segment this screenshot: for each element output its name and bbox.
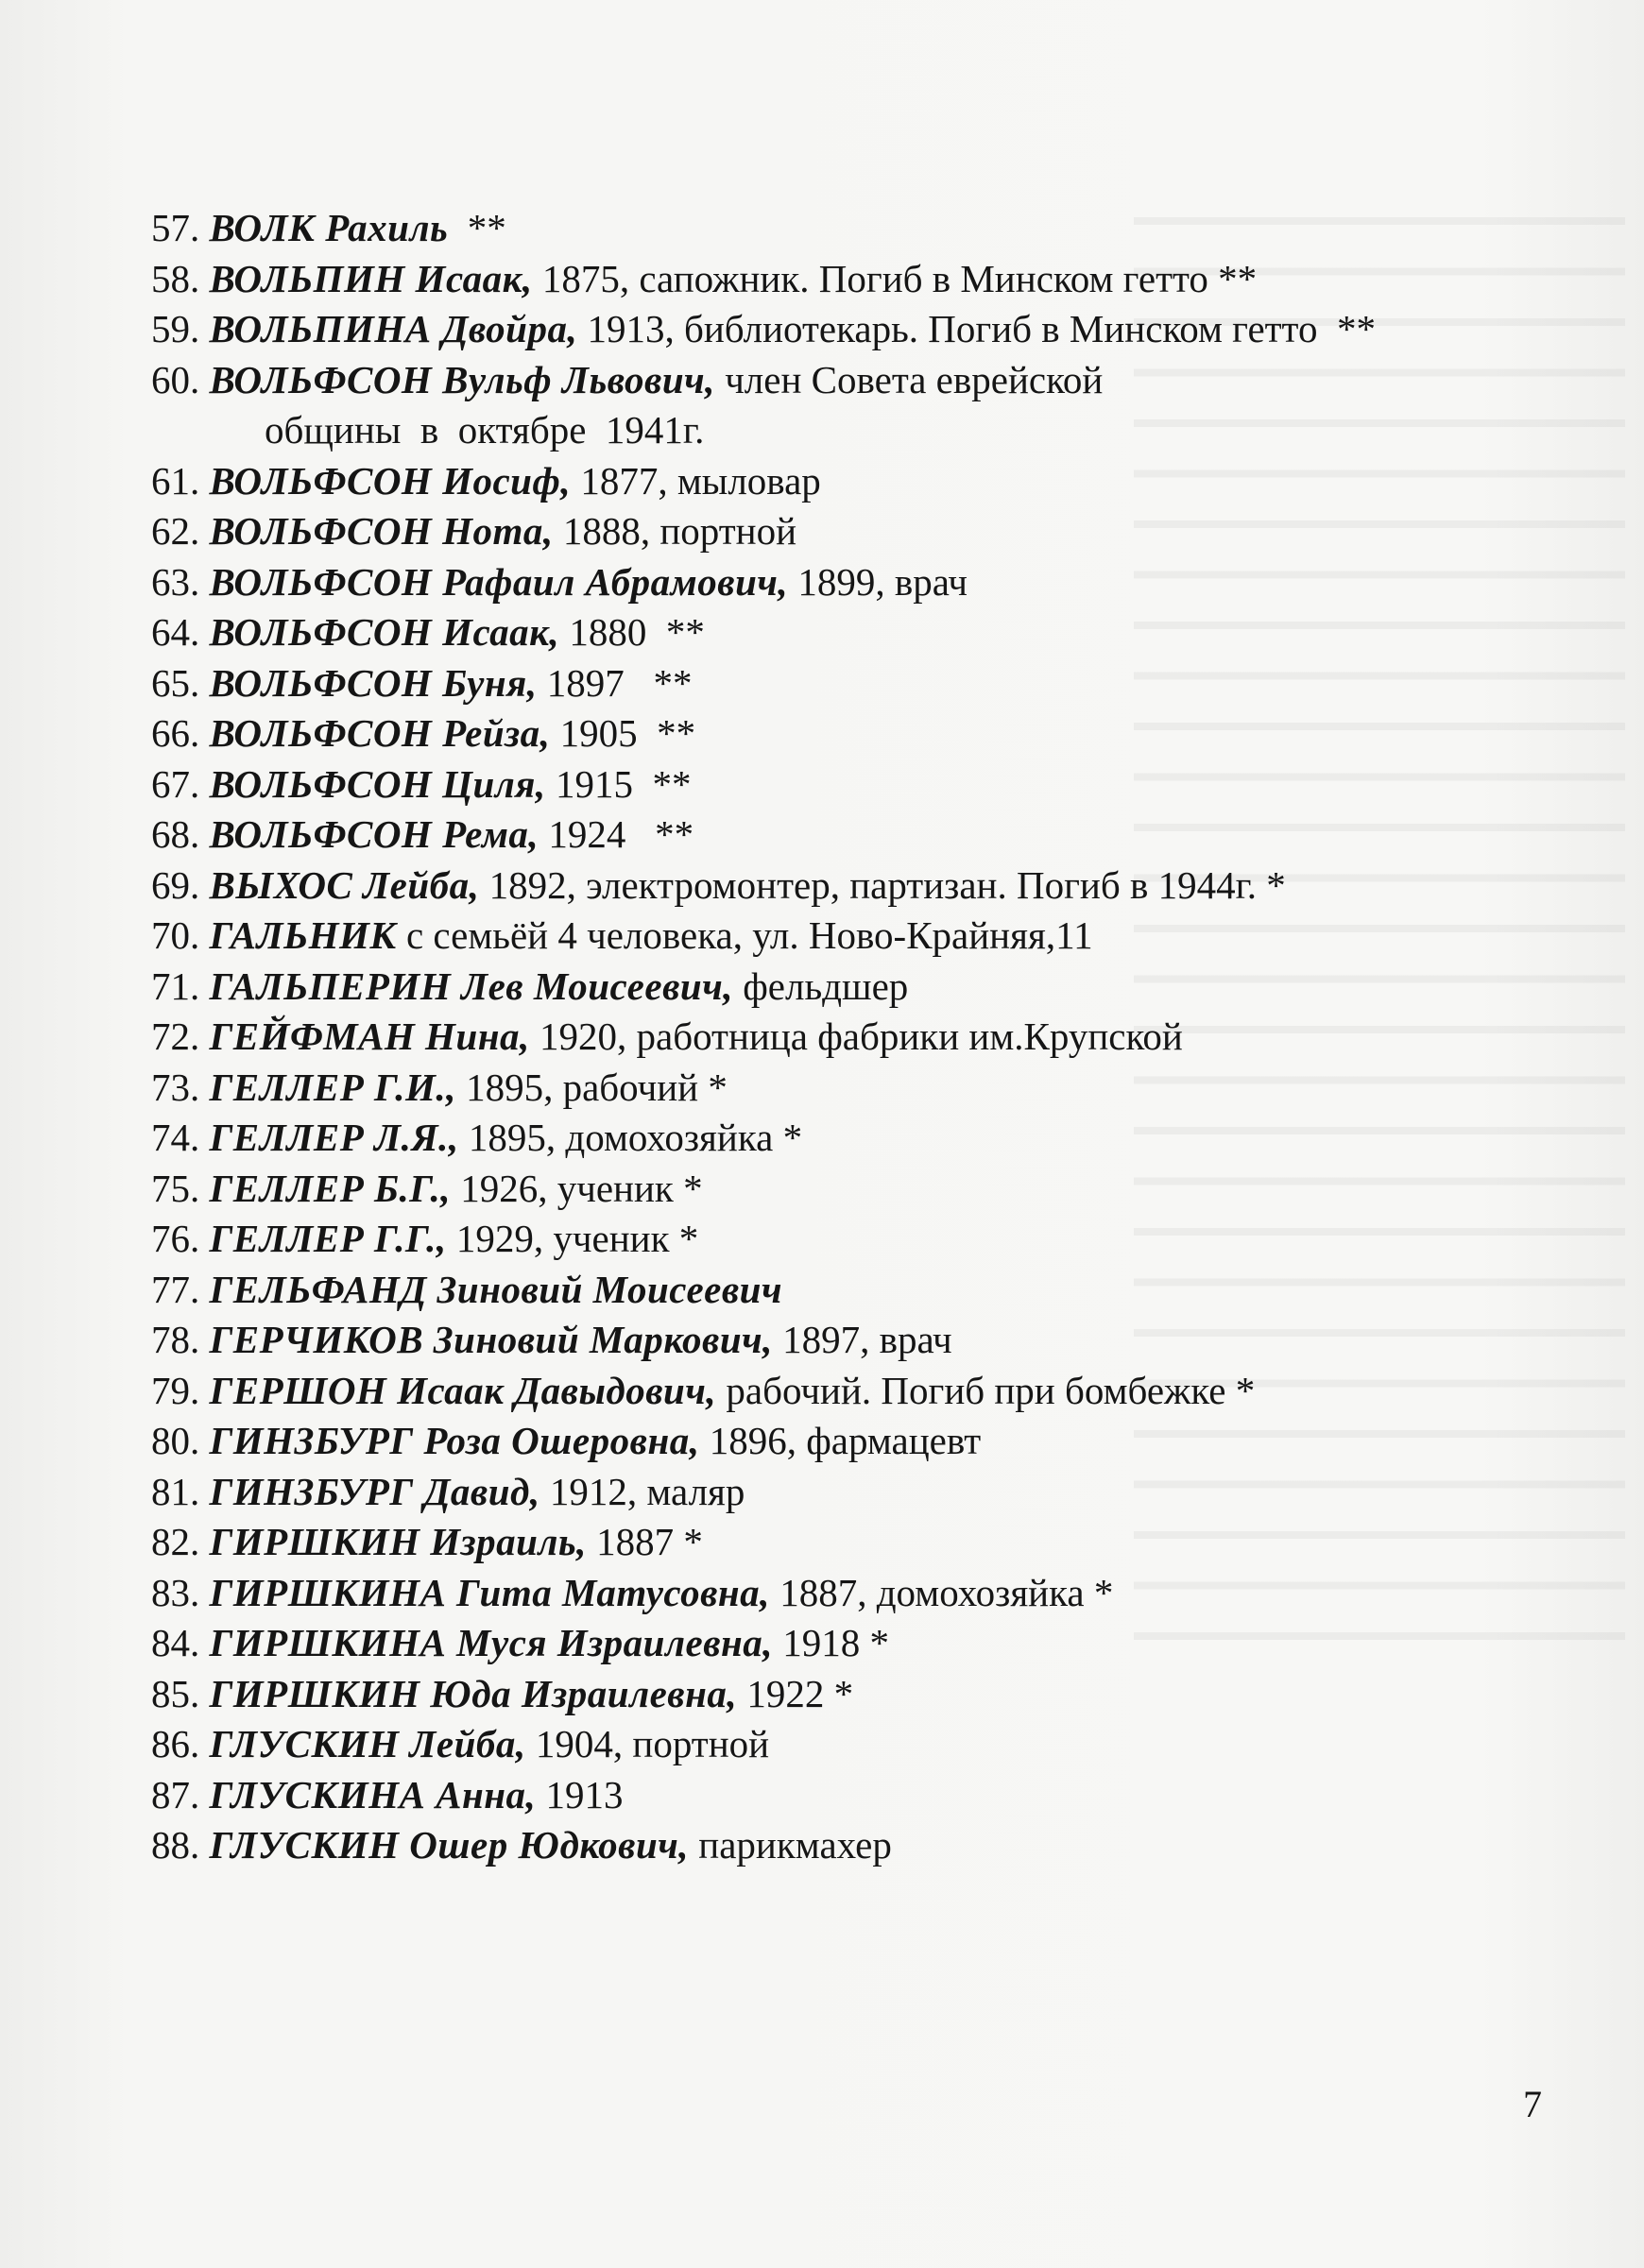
entry-details: 1926, ученик * [450,1166,703,1210]
entry-details: 1915 ** [545,761,692,806]
entry-number: 60. [151,357,200,401]
entry-details: 1877, мыловар [571,458,821,503]
entry-details: с семьёй 4 человека, ул. Ново-Крайняя,11 [396,913,1093,957]
entry-name: ГИНЗБУРГ Роза Ошеровна, [209,1419,700,1462]
entry-name: ГЕРЧИКОВ Зиновий Маркович, [209,1318,773,1361]
entry-details: 1929, ученик * [446,1217,699,1260]
entry-details: 1912, маляр [539,1469,745,1513]
entry-name: ВОЛЬПИНА Двойра, [209,307,578,350]
list-item [151,861,1550,912]
entry-details: 1880 ** [559,610,705,654]
entry-number: 57. [151,206,200,249]
entry-details: 1888, портной [553,509,797,553]
list-item [151,456,1550,507]
entry-name: ГЕРШОН Исаак Давыдович, [209,1368,717,1412]
victims-list [151,203,1550,1871]
entry-name: ГИРШКИНА Гита Матусовна, [209,1570,770,1614]
entry-number: 81. [151,1469,200,1513]
list-item [151,1416,1550,1467]
entry-number: 67. [151,761,200,806]
list-item [151,1012,1550,1063]
entry-details: 1895, домохозяйка * [458,1116,803,1159]
list-item [151,355,1550,406]
entry-number: 80. [151,1419,200,1462]
list-item [151,1719,1550,1770]
entry-number: 68. [151,812,200,856]
list-item [151,1265,1550,1316]
entry-details: 1920, работница фабрики им.Крупской [529,1015,1183,1058]
entry-name: ВОЛЬФСОН Исаак, [209,610,560,654]
entry-name: ГИРШКИНА Муся Израилевна, [209,1621,774,1664]
entry-name: ВОЛЬФСОН Рема, [209,812,539,856]
list-item-continuation [151,405,1550,456]
list-item [151,607,1550,658]
entry-details: 1887, домохозяйка * [769,1570,1114,1614]
list-item [151,1214,1550,1265]
entry-number: 82. [151,1520,200,1563]
entry-number: 86. [151,1722,200,1765]
list-item [151,1113,1550,1164]
entry-name: ВОЛЬФСОН Иосиф, [209,458,572,503]
entry-name: ГЕЛЛЕР Л.Я., [209,1116,459,1159]
entry-details: 1913 [536,1772,624,1816]
entry-number: 73. [151,1065,200,1109]
entry-name: ВОЛК Рахиль [209,206,449,249]
entry-name: ВОЛЬФСОН Циля, [209,761,546,806]
entry-number: 70. [151,913,200,957]
list-item [151,1467,1550,1518]
entry-name: ГЕЛЛЕР Г.Г., [209,1217,447,1260]
entry-name: ГЛУСКИН Ошер Юдкович, [209,1823,690,1867]
entry-details: 1913, библиотекарь. Погиб в Минском гетто ** [577,307,1376,350]
list-item [151,1063,1550,1114]
entry-number: 84. [151,1621,200,1664]
entry-details: 1897, врач [772,1318,952,1361]
entry-number: 76. [151,1217,200,1260]
entry-details: 1905 ** [550,711,696,755]
list-item [151,1366,1550,1417]
entry-number: 87. [151,1772,200,1816]
list-item [151,1820,1550,1871]
entry-number: 75. [151,1166,200,1210]
list-item [151,911,1550,962]
entry-name: ГАЛЬНИК [209,913,397,957]
entry-number: 62. [151,509,200,553]
list-item [151,1315,1550,1366]
entry-number: 83. [151,1570,200,1614]
list-item [151,708,1550,759]
entry-details: 1904, портной [525,1722,770,1765]
entry-number: 77. [151,1267,200,1311]
entry-details: 1875, сапожник. Погиб в Минском гетто ** [532,256,1258,300]
entry-details: ** [448,206,506,249]
entry-number: 71. [151,963,200,1008]
entry-name: ВОЛЬПИН Исаак, [209,256,533,300]
entry-details: 1918 * [773,1621,890,1664]
list-item [151,1618,1550,1669]
list-item [151,203,1550,254]
entry-number: 78. [151,1318,200,1361]
entry-details: рабочий. Погиб при бомбежке * [716,1368,1256,1412]
entry-details: фельдшер [732,963,909,1008]
entry-number: 88. [151,1823,200,1867]
entry-details: 1896, фармацевт [699,1419,982,1462]
entry-name: ГЕЙФМАН Нина, [209,1015,530,1058]
entry-name: ГЕЛЛЕР Б.Г., [209,1166,451,1210]
list-item [151,1517,1550,1568]
list-item [151,304,1550,355]
entry-number: 66. [151,711,200,755]
entry-name: ГИНЗБУРГ Давид, [209,1469,540,1513]
entry-number: 69. [151,862,200,907]
list-item [151,962,1550,1013]
entry-name: ГАЛЬПЕРИН Лев Моисеевич, [209,963,733,1008]
list-item [151,1770,1550,1821]
list-item [151,254,1550,305]
entry-name: ВОЛЬФСОН Буня, [209,660,538,705]
entry-details: член Совета еврейской [714,357,1104,401]
entry-details: 1897 ** [537,660,693,705]
list-item [151,658,1550,709]
entry-name: ВОЛЬФСОН Нота, [209,509,554,553]
list-item [151,1669,1550,1720]
entry-number: 59. [151,307,200,350]
list-item [151,557,1550,608]
entry-name: ГЛУСКИН Лейба, [209,1722,526,1765]
entry-number: 61. [151,458,200,503]
entry-name: ВОЛЬФСОН Рейза, [209,711,551,755]
list-item [151,1568,1550,1619]
entry-number: 85. [151,1671,200,1715]
entry-name: ВОЛЬФСОН Рафаил Абрамович, [209,559,789,604]
entry-number: 65. [151,660,200,705]
entry-details: 1892, электромонтер, партизан. Погиб в 1944г. * [479,862,1286,907]
entry-details: общины в октябре 1941г. [265,408,705,452]
list-item [151,1164,1550,1215]
entry-name: ГИРШКИН Юда Израилевна, [209,1671,738,1715]
page-number: 7 [1523,2083,1542,2125]
list-item [151,810,1550,861]
entry-name: ВЫХОС Лейба, [209,862,480,907]
entry-number: 64. [151,610,200,654]
list-item [151,759,1550,810]
list-item [151,506,1550,557]
entry-number: 63. [151,559,200,604]
entry-name: ГЕЛЬФАНД Зиновий Моисеевич [209,1267,782,1311]
entry-details: 1924 ** [539,812,694,856]
entry-details: 1895, рабочий * [455,1065,728,1109]
entry-details: 1887 * [586,1520,703,1563]
entry-name: ГИРШКИН Израиль, [209,1520,587,1563]
entry-name: ГЕЛЛЕР Г.И., [209,1065,456,1109]
entry-name: ГЛУСКИНА Анна, [209,1772,537,1816]
entry-name: ВОЛЬФСОН Вульф Львович, [209,357,715,401]
entry-number: 72. [151,1015,200,1058]
entry-number: 58. [151,256,200,300]
entry-number: 74. [151,1116,200,1159]
entry-number: 79. [151,1368,200,1412]
entry-details: 1899, врач [788,559,968,604]
entry-details: 1922 * [737,1671,854,1715]
entry-details: парикмахер [689,1823,892,1867]
